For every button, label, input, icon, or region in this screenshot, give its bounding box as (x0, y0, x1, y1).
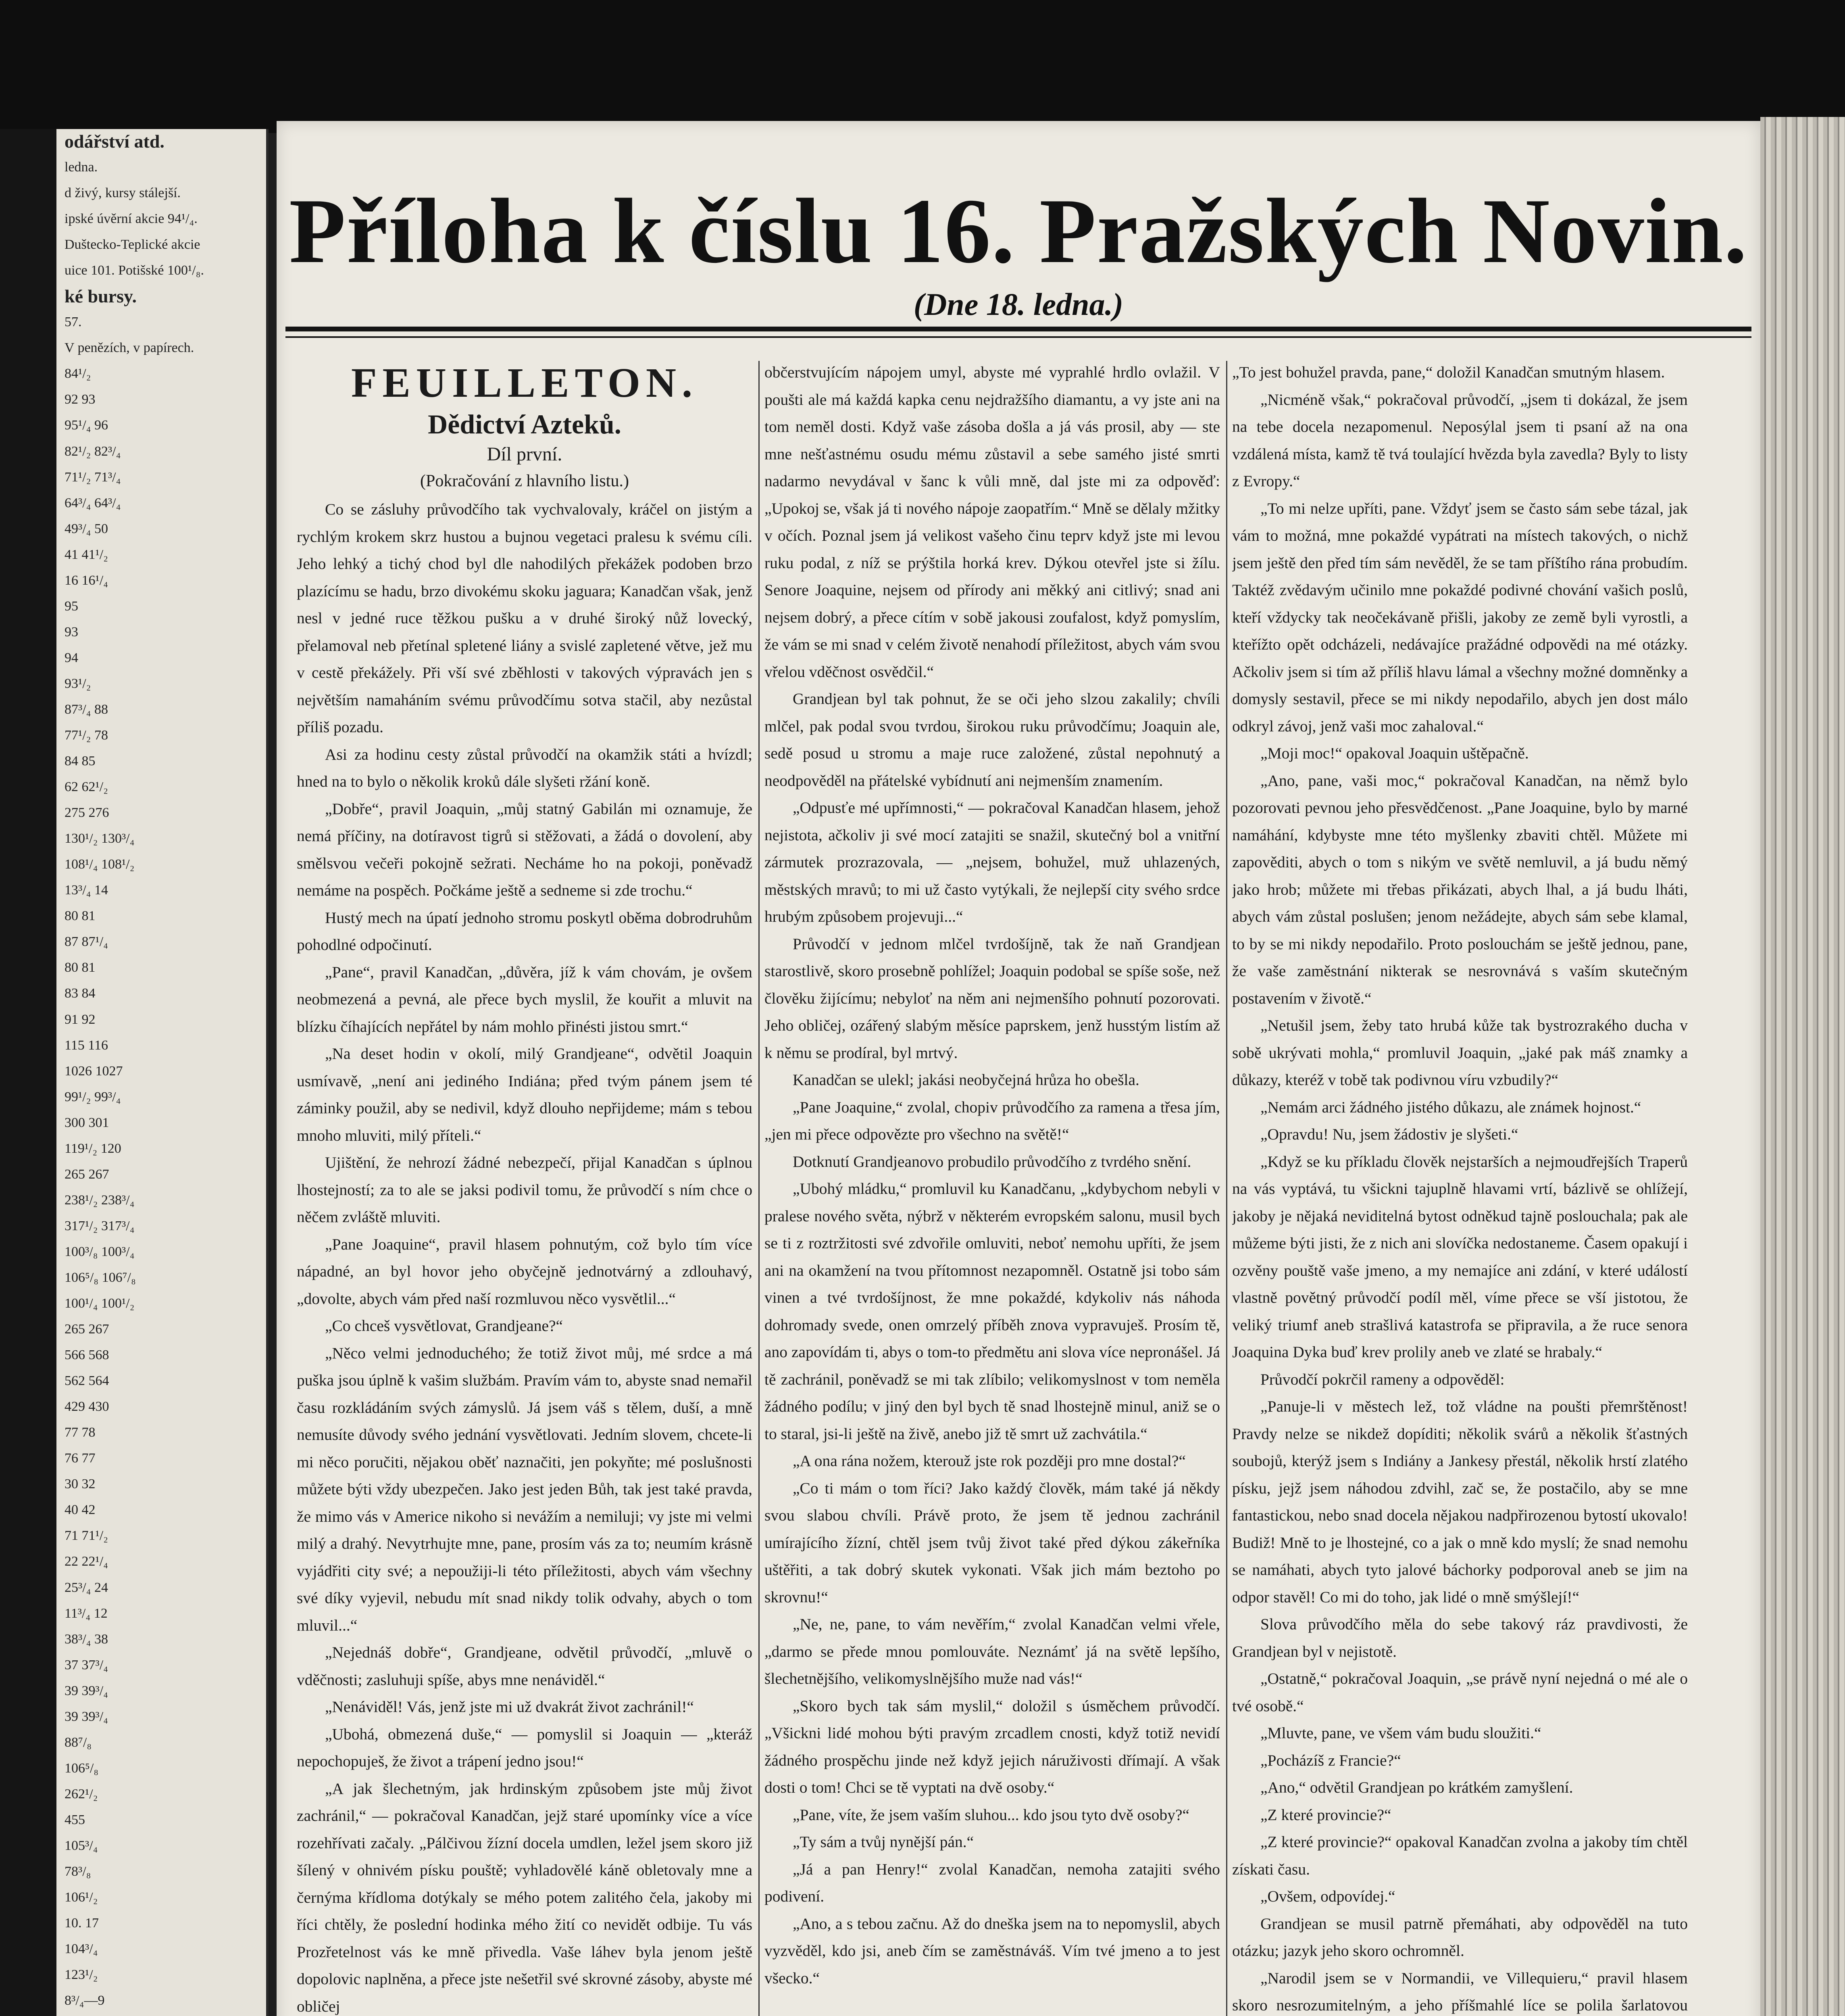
left-page-text: V penězích, v papírech. (65, 340, 194, 355)
left-page-text: 95¹/₄ 96 (65, 418, 108, 433)
left-page-text: 265 267 (65, 1322, 109, 1337)
article-paragraph: „Skoro bych tak sám myslil,“ doložil s úsměchem průvodčí. „Všickni lidé mohou býti pravým zrcadlem cnosti, když totiž nevidí žádného prospěchu jinde než když jejich náruživosti dřímají. A však dosti o tom! Chci se tě vyptati na dvě osoby.“ (764, 1697, 1220, 1796)
left-page-text: 22 22¹/₄ (65, 1554, 108, 1569)
article-paragraph: Slova průvodčího měla do sebe takový ráz pravdivosti, že Grandjean byl v nejistotě. (1232, 1615, 1688, 1660)
left-page-text: 25³/₄ 24 (65, 1580, 108, 1595)
left-page-text: 93¹/₂ (65, 676, 91, 691)
left-page-text: 92 93 (65, 392, 96, 407)
left-page-text: 16 16¹/₄ (65, 573, 108, 588)
article-paragraph: Co se zásluhy průvodčího tak vychvalovaly, kráčel on jistým a rychlým krokem skrz hustou a bujnou vegetaci pralesu k svému cíli. Jeho lehký a tichý chod byl dle nahodilých překážek podoben brzo plazícímu se hadu, brzo divokému skoku jaguara; Kanadčan však, jenž nesl v jedné ruce těžkou pušku a v druhé široký nůž lovecký, přelamoval neb přetínal spletené liány a svislé zapletené větve, jež mu v cestě překážely. Při vší své zběhlosti v takových výpravách jen s největším namaháním svému průvodčímu sotva stačil, aby nezůstal příliš pozadu. (297, 500, 752, 736)
article-paragraph: „Já a pan Henry!“ zvolal Kanadčan, nemoha zatajiti svého podivení. (764, 1860, 1220, 1905)
left-page-text: 38³/₄ 38 (65, 1632, 108, 1647)
article-column-2 (764, 359, 1220, 2016)
article-paragraph: „Ubohá, obmezená duše,“ — pomyslil si Joaquin — „kteráž nepochopuješ, že život a trápení jedno jsou!“ (297, 1725, 752, 1770)
left-page-text: 91 92 (65, 1012, 96, 1027)
article-paragraph: „To jest bohužel pravda, pane,“ doložil Kanadčan smutným hlasem. (1232, 363, 1665, 381)
left-page-text: 1026 1027 (65, 1064, 123, 1079)
article-paragraph: Kanadčan se ulekl; jakási neobyčejná hrůza ho obešla. (793, 1071, 1139, 1089)
article-paragraph: „Pane Joaquine“, pravil hlasem pohnutým, což bylo tím více nápadné, an byl hovor jeho obyčejně jednotvárný a zdlouhavý, „dovolte, abych vám před naší rozmluvou něco vysvětlil...“ (297, 1235, 752, 1308)
article-paragraph: „Pane“, pravil Kanadčan, „důvěra, jíž k vám chovám, je ovšem neobmezená a pevná, ale přece bych myslil, že kouřit a mluvit na blízku číhajících nepřátel by nám mohlo přinésti jistou smrt.“ (297, 963, 752, 1035)
article-paragraph: „Mluvte, pane, ve všem vám budu sloužiti.“ (1260, 1724, 1541, 1742)
article-paragraph: Grandjean se musil patrně přemáhati, aby odpověděl na tuto otázku; jazyk jeho skoro ochromněl. (1232, 1914, 1688, 1960)
story-part: Díl první. (487, 444, 562, 465)
article-paragraph: „Z které provincie?“ (1260, 1806, 1391, 1824)
left-page-text: 566 568 (65, 1347, 109, 1362)
left-page-text: 95 (65, 599, 78, 614)
article-paragraph: Grandjean byl tak pohnut, že se oči jeho slzou zakalily; chvíli mlčel, pak podal svou tvrdou, širokou ruku průvodčímu; Joaquin ale, sedě posud u stromu a maje ruce založené, zůstal nepohnutý a neodpověděl na přátelské vybídnutí ani nejmenším znamením. (764, 690, 1220, 789)
left-page-text: 106¹/₂ (65, 1890, 98, 1905)
left-page-text: uice 101. Potišské 100¹/₈. (65, 263, 204, 278)
left-page-text: 275 276 (65, 805, 109, 820)
left-page-text: 265 267 (65, 1167, 109, 1182)
page-stack-right (1760, 117, 1845, 2016)
article-paragraph: „Něco velmi jednoduchého; že totiž život můj, mé srdce a má puška jsou úplně k vašim službám. Pravím vám to, abyste snad nemařil času rozkládáním svých zámyslů. Já jsem váš s tělem, duší, a mně nemusíte důvody svého jednání vysvětlovati. Jedním slovem, chcete-li mi něco poručiti, nějakou oběť naznačiti, jen pokyňte; mé poslušnosti můžete býti vždy ubezpečen. Jako jest jeden Bůh, tak jest také pravda, že mimo vás v Americe nikoho si nevážím a nemiluji; vy jste mi velmi milý a drahý. Nevytrhujte mne, pane, prosím vás za to; neumím krásně vyjádřiti city své; a nepoužiji-li této příležitosti, abych vám všechny své díky vyjevil, nebudu mít snad nikdy tolik odvahy, abych o tom mluvil...“ (297, 1344, 752, 1634)
left-page-text: 87³/₄ 88 (65, 702, 108, 717)
article-column-3 (1232, 359, 1688, 2016)
article-paragraph: „Pane Joaquine,“ zvolal, chopiv průvodčího za ramena a třesa jím, „jen mi přece odpovězte pro všechno na světě!“ (764, 1098, 1220, 1143)
article-paragraph: „Ano, a s tebou začnu. Až do dneška jsem na to nepomyslil, abych vyzvěděl, kdo jsi, aneb čím se zaměstnáváš. Vím tvé jmeno a to jest všecko.“ (764, 1914, 1220, 1987)
left-page-text: 262¹/₂ (65, 1787, 98, 1801)
left-page-text: 77 78 (65, 1425, 96, 1440)
left-page-text: 99¹/₂ 99³/₄ (65, 1089, 121, 1104)
masthead-rule-thick (285, 327, 1751, 331)
article-paragraph: „Dobře“, pravil Joaquin, „můj statný Gabilán mi oznamuje, že nemá příčiny, na dotíravost tigrů si stěžovati, a žádá o dovolení, aby smělsvou večeři pokojně sežrati. Necháme ho na pokoji, poněvadž nemáme na pospěch. Počkáme ještě a sedneme si zde trochu.“ (297, 800, 752, 899)
book-edge-left (0, 129, 56, 2016)
article-paragraph: Hustý mech na úpatí jednoho stromu poskytl oběma dobrodruhům pohodlné odpočinutí. (297, 908, 752, 954)
left-page-text: 80 81 (65, 960, 96, 975)
left-page-text: d živý, kursy stálejší. (65, 185, 181, 200)
article-column-1 (297, 359, 752, 2016)
left-page-text: 87 87¹/₄ (65, 934, 108, 949)
left-page-text: 100³/₈ 100³/₄ (65, 1244, 135, 1259)
article-paragraph: „Opravdu! Nu, jsem žádostiv je slyšeti.“ (1260, 1125, 1518, 1143)
masthead-title: Příloha k číslu 16. Pražských Novin. (289, 179, 1748, 282)
article-paragraph: „Pocházíš z Francie?“ (1260, 1751, 1401, 1769)
article-paragraph: „Moji moc!“ opakoval Joaquin uštěpačně. (1260, 744, 1529, 762)
left-page-text: 49³/₄ 50 (65, 521, 108, 536)
left-page-text: 104³/₄ (65, 1941, 98, 1956)
left-page-text: 93 (65, 625, 78, 639)
left-page-text: 37 37³/₄ (65, 1658, 108, 1672)
masthead-rule-thin (285, 336, 1751, 338)
left-page-text: 455 (65, 1812, 85, 1827)
left-page-text: 100¹/₄ 100¹/₂ (65, 1296, 135, 1311)
article-paragraph: Asi za hodinu cesty zůstal průvodčí na okamžik státi a hvízdl; hned na to bylo o několik kroků dále slyšeti ržání koně. (297, 745, 752, 790)
section-heading: FEUILLETON. (351, 360, 698, 406)
left-page-text: 130¹/₂ 130³/₄ (65, 831, 135, 846)
left-page-text: 317¹/₂ 317³/₄ (65, 1218, 135, 1233)
left-page-text: Duštecko-Teplické akcie (65, 237, 200, 252)
left-page-text: 62 62¹/₂ (65, 779, 108, 794)
article-paragraph: „Panuje-li v městech lež, tož vládne na poušti přemrštěnost! Pravdy nelze se nikdež dopíditi; několik svárů a několik šťastných soubojů, kterýž jsem s Indiány a Jankesy přestál, několik hrstí zlatého písku, jejž jsem náhodou zdvihl, zač se, že postačilo, aby se mne fantastickou, nebo snad docela nějakou nadpřirozenou bytostí ukovalo! Budiž! Mně to je lhostejné, co a jak o mně kdo myslí; že snad nemohu se namáhati, abych tyto jalové báchorky podporoval aneb se jim na odpor stavěl! Co mi do toho, jak lidé o mně smýšlejí!“ (1232, 1397, 1688, 1606)
left-page-text: 562 564 (65, 1373, 109, 1388)
newspaper-page (277, 121, 1760, 2016)
article-paragraph: občerstvujícím nápojem umyl, abyste mé vyprahlé hrdlo ovlažil. V poušti ale má každá kapka cenu nejdražšího diamantu, a vy jste ani na tom neměl dosti. Když vaše zásoba došla a já vás prosil, aby — ste mne nešťastnému osudu mému zůstavil a sebe samého jisté smrti nadarmo nevydával v šanc k vůli mně, dal jste mi za odpověď: „Upokoj se, však já ti nového nápoje zaopatřím.“ Mně se dělaly mžitky v očích. Poznal jsem já velikost vašeho činu teprv když jste mi levou ruku podal, z níž se prýštila horká krev. Dýkou otevřel jste si žílu. Senore Joaquine, nejsem od přírody ani měkký ani citlivý; snad ani nejsem dobrý, a přece cítím v sobě jakousi zoufalost, když pomyslím, že vám se mi snad v celém životě nenahodí příležitost, abych vám svou vřelou vděčnost osvědčil.“ (764, 363, 1220, 681)
column-rule-2 (1226, 361, 1227, 2016)
article-paragraph: „Když se ku příkladu člověk nejstarších a nejmoudřejších Traperů na vás vyptává, tu všickni tajuplně hlavami vrtí, bázlivě se ohlížejí, jakoby je nějaká neviditelná bytost odněkud tajně poslouchala; pak ale můžeme býti jisti, že z nich ani slovíčka nedostaneme. Časem opakují i ozvěny pouště vaše jmeno, a my nemajíce ani zdání, v které událostí vlastně povětný průvodčí podíl měl, víme přece se vší jistotou, že veliký triumf aneb strašlivá katastrofa se připravila, a že ruce senora Joaquina Dyka buď krev prolily aneb ve zlaté se hrabaly.“ (1232, 1152, 1688, 1361)
continued-note: (Pokračování z hlavního listu.) (420, 472, 629, 490)
left-page-text: 105³/₄ (65, 1838, 98, 1853)
left-page-text: 88⁷/₈ (65, 1735, 92, 1750)
left-page-text: 40 42 (65, 1502, 96, 1517)
left-page-text: 76 77 (65, 1451, 96, 1466)
article-paragraph: „Co chceš vysvětlovat, Grandjeane?“ (325, 1317, 563, 1335)
left-page-text: 123¹/₂ (65, 1967, 98, 1982)
article-paragraph: „Netušil jsem, žeby tato hrubá kůže tak bystrozrakého ducha v sobě ukrývati mohla,“ promluvil Joaquin, „jaké pak máš znamky a důkazy, kteréž v tobě tak podivnou víru vzbudily?“ (1232, 1016, 1688, 1089)
article-paragraph: „Ano, pane, vaši moc,“ pokračoval Kanadčan, na němž bylo pozorovati pevnou jeho přesvědčenost. „Pane Joaquine, bylo by marné namáhání, kdybyste mne této myšlenky zbaviti chtěl. Můžete mi zapověditi, abych o tom s nikým ve světě nemluvil, a já budu němý jako hrob; můžete mi třebas přikázati, abych lhal, a já budu lháti, abych vám zůstal poslušen; jenom nežádejte, abych sám sebe klamal, to by se mi nikdy nepodařilo. Proto poslouchám se ještě jednou, pane, že vaše zaměstnání nikterak se nesrovnává s vaším skutečným postavením v životě.“ (1232, 771, 1688, 1007)
story-title: Dědictví Azteků. (428, 409, 621, 439)
left-page-text: 106⁵/₈ (65, 1761, 99, 1776)
left-page-text: 64³/₄ 64³/₄ (65, 496, 121, 510)
left-page-text: 94 (65, 650, 78, 665)
left-page-text: 10. 17 (65, 1916, 99, 1931)
article-paragraph: „Ovšem, odpovídej.“ (1260, 1887, 1395, 1905)
left-page-text: 108¹/₄ 108¹/₂ (65, 857, 135, 872)
left-page-text: 82¹/₂ 82³/₄ (65, 444, 121, 459)
left-page-text: 8³/₄—9 (65, 1993, 105, 2008)
article-paragraph: „Pane, víte, že jsem vaším sluhou... kdo jsou tyto dvě osoby?“ (793, 1806, 1190, 1824)
left-page-text: 57. (65, 314, 82, 329)
article-paragraph: „To mi nelze upříti, pane. Vždyť jsem se často sám sebe tázal, jak vám to možná, mne pokaždé vypátrati na místech takových, o nichž jsem ještě den před tím sám nevěděl, že se tam příštího rána probudím. Taktéž zvědavým učinilo mne pokaždé podivné chování vašich poslů, kteří vždycky tak neočekávaně přišli, jakoby ze země byli vyrostli, a kteřížto opět odcházeli, nedávajíce pražádné odpovědi na mé otázky. Ačkoliv jsem si tím až příliš hlavu lámal a všechny možné domněnky a domysly sestavil, přece se mi nikdy nepodařilo, abych jen dost málo odkryl závoj, jenž vaši moc zahaloval.“ (1232, 499, 1688, 735)
column-rule-1 (758, 361, 760, 2016)
left-page-text: ipské úvěrní akcie 94¹/₄. (65, 211, 198, 226)
article-paragraph: „Co ti mám o tom říci? Jako každý člověk, mám také já někdy svou slabou chvíli. Právě proto, že jsem tě jednou zachránil umírajícího žízní, chtěl jsem tvůj život také před dýkou zákeřníka uštěřiti, a tak dobrý skutek vykonati. Však jich mám beztoho po skrovnu!“ (764, 1479, 1220, 1606)
article-paragraph: „Nenáviděl! Vás, jenž jste mi už dvakrát život zachránil!“ (325, 1698, 694, 1716)
left-page-text: 84 85 (65, 754, 96, 768)
left-page-text: 77¹/₂ 78 (65, 728, 108, 743)
left-page-text: odářství atd. (65, 131, 165, 152)
left-page-text: 115 116 (65, 1038, 108, 1053)
left-page-text: 39 39³/₄ (65, 1709, 108, 1724)
left-page-text: 300 301 (65, 1115, 109, 1130)
left-page-text: 30 32 (65, 1477, 96, 1491)
left-page-text: 106⁵/₈ 106⁷/₈ (65, 1270, 136, 1285)
page-gutter (269, 133, 277, 2016)
article-paragraph: „Nejednáš dobře“, Grandjeane, odvětil průvodčí, „mluvě o vděčnosti; zasluhuji spíše, abys mne nenáviděl.“ (297, 1643, 752, 1689)
left-page-text: 71 71¹/₂ (65, 1528, 108, 1543)
article-paragraph: „Nicméně však,“ pokračoval průvodčí, „jsem ti dokázal, že jsem na tebe docela nezapomenul. Neposýlal jsem ti psaní až na ona vzdálená místa, kamž tě tvá toulající hvězda byla zavedla? Byly to listy z Evropy.“ (1232, 390, 1688, 490)
article-paragraph: „Narodil jsem se v Normandii, ve Villequieru,“ pravil hlasem skoro nesrozumitelným, a jeho příšmahlé líce se polila šarlatovou (1232, 1969, 1688, 2014)
left-page-text: 429 430 (65, 1399, 109, 1414)
left-page-text: 83 84 (65, 986, 96, 1001)
article-paragraph: „A jak šlechetným, jak hrdinským způsobem jste můj život zachránil,“ — pokračoval Kanadčan, jejž staré upomínky více a více rozehřívati začaly. „Pálčivou žízní docela umdlen, ležel jsem skoro již šílený v ohnivém písku pouště; vyhladovělé káně obletovaly mne a černýma křídloma dotýkaly se mého potem zalitého čela, jakoby mi říci chtěly, že poslední hodinka mého žití co nevidět odbije. Tu vás Prozřetelnost vás ke mně přivedla. Vaše láhev byla jenom ještě dopolovic naplněna, a přece jste nešetřil své skrovné zásoby, abyste mé obličej (297, 1779, 752, 2015)
left-page-text: ledna. (65, 160, 98, 175)
left-page-text: 39 39³/₄ (65, 1683, 108, 1698)
masthead-date: (Dne 18. ledna.) (914, 287, 1123, 322)
article-paragraph: „A ona rána nožem, kterouž jste rok později pro mne dostal?“ (793, 1452, 1186, 1470)
left-page-text: 13³/₄ 14 (65, 883, 108, 898)
left-page-text: 119¹/₂ 120 (65, 1141, 121, 1156)
article-paragraph: „Ano,“ odvětil Grandjean po krátkém zamyšlení. (1260, 1779, 1573, 1796)
left-page-text: 71¹/₂ 71³/₄ (65, 470, 121, 485)
article-paragraph: „Ty sám a tvůj nynější pán.“ (793, 1833, 974, 1851)
left-page-text: 84¹/₂ (65, 366, 91, 381)
article-paragraph: „Na deset hodin v okolí, milý Grandjeane“, odvětil Joaquin usmívavě, „není ani jediného Indiána; před tvým pánem jsem té záminky použil, aby se nedivil, když dlouho nepřijdeme; mám s tebou mnoho mluviti, milý příteli.“ (297, 1045, 752, 1144)
left-page-text: ké bursy. (65, 286, 137, 306)
article-paragraph: „Ubohý mládku,“ promluvil ku Kanadčanu, „kdybychom nebyli v pralese nového světa, nýbrž v některém evropském salonu, musil bych se ti z roztržitosti své zdvořile omluviti, neboť nemohu upříti, že jsem ani na okamžení na tvou přítomnost nezapomněl. Ostatně jsi tobo sám vinen a tvé tvrdošíjnost, že mne pokaždé, kdykoliv nás náhoda dohromady svede, onen omrzelý příběh znova vypravuješ. Prosím tě, ano zapovídám ti, abys o tom-to předmětu ani slova více nepronášel. Já tě zachránil, poněvadž se mi tak zlíbilo; velikomyslnost v tom neměla žádného podílu; v jiný den byl bych tě snad lhostejně minul, aniž se o to staral, jsi-li ještě na živě, anebo již tě smrt už zachvátila.“ (764, 1180, 1220, 1443)
left-page-text: 78³/₈ (65, 1864, 91, 1879)
left-page-text: 80 81 (65, 908, 96, 923)
article-paragraph: „Odpusťe mé upřímnosti,“ — pokračoval Kanadčan hlasem, jehož nejistota, ačkoliv ji své mocí zatajiti se snažil, skutečný bol a vnitřní zármutek prozrazovala, — „nejsem, bohužel, muž uhlazených, městských mravů; to mi už často vytýkali, že nejlepší city svého srdce hrubým způsobem projevuji...“ (764, 799, 1220, 925)
left-adjacent-page (56, 129, 269, 2016)
article-paragraph: Ujištění, že nehrozí žádné nebezpečí, přijal Kanadčan s úplnou lhostejností; za to ale se jaksi podivil tomu, že průvodčí s ním chce o něčem zvláště mluviti. (297, 1154, 752, 1226)
left-page-text: 41 41¹/₂ (65, 547, 108, 562)
article-paragraph: „Ostatně,“ pokračoval Joaquin, „se právě nyní nejedná o mé ale o tvé osobě.“ (1232, 1670, 1688, 1715)
article-paragraph: „Z které provincie?“ opakoval Kanadčan zvolna a jakoby tím chtěl získati času. (1232, 1833, 1688, 1878)
left-page-text: 238¹/₂ 238³/₄ (65, 1193, 135, 1208)
article-paragraph: Průvodčí pokrčil rameny a odpověděl: (1260, 1370, 1505, 1388)
article-paragraph: „Nemám arci žádného jistého důkazu, ale známek hojnost.“ (1260, 1098, 1641, 1116)
article-paragraph: Průvodčí v jednom mlčel tvrdošíjně, tak že naň Grandjean starostlivě, skoro prosebně pohlížel; Joaquin podobal se spíše soše, než člověku žijícímu; nebyloť na něm ani nejmenšího pohnutí pozorovati. Jeho obličej, ozářený slabým měsíce paprskem, jenž husstým listím až k němu se prodíral, byl mrtvý. (764, 935, 1220, 1062)
article-paragraph: Dotknutí Grandjeanovo probudilo průvodčího z tvrdého snění. (793, 1152, 1191, 1170)
left-page-text: 11³/₄ 12 (65, 1606, 108, 1621)
article-paragraph: „Ne, ne, pane, to vám nevěřím,“ zvolal Kanadčan velmi vřele, „darmo se přede mnou pomlouváte. Neznámť já na světě lepšího, šlechetnějšího, velikomyslnějšího muže nad vás!“ (764, 1615, 1220, 1687)
